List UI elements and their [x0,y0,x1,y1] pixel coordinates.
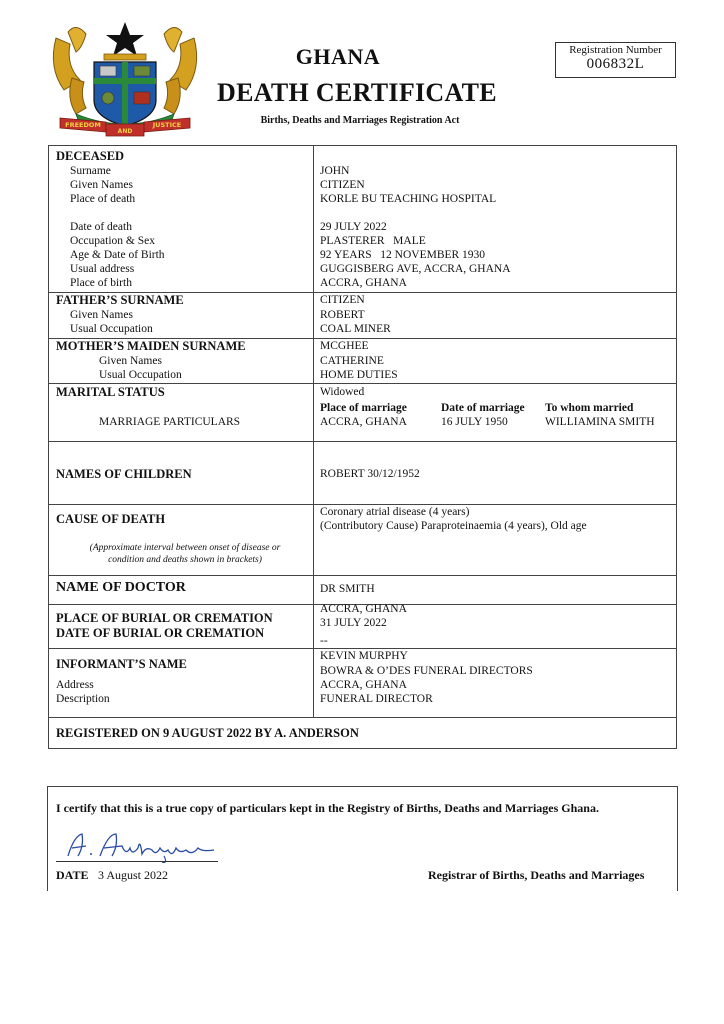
certification-date-value: 3 August 2022 [98,868,169,882]
father-surname-value: CITIZEN [320,294,365,306]
crest-motto-right: JUSTICE [152,121,182,129]
informant-address-value: ACCRA, GHANA [320,679,407,691]
marriage-particulars-label: MARRIAGE PARTICULARS [99,416,241,428]
burial-place-value: ACCRA, GHANA [320,603,407,615]
column-divider [313,146,314,717]
surname-value: JOHN [320,165,350,177]
registrar-title: Registrar of Births, Deaths and Marriages [428,868,645,882]
doctor-value: DR SMITH [320,583,375,595]
registration-number: 006832L [586,56,645,72]
father-occupation-value: COAL MINER [320,323,391,335]
informant-address-label: Address [56,679,94,691]
informant-company-value: BOWRA & O’DES FUNERAL DIRECTORS [320,665,533,677]
row-divider [49,441,676,442]
father-given-names-value: ROBERT [320,309,365,321]
given-names-label: Given Names [70,179,133,191]
occupation-sex-value: PLASTERER MALE [320,235,426,247]
place-of-birth-label: Place of birth [70,277,132,289]
country-title: GHANA [295,44,381,69]
father-occupation-label: Usual Occupation [70,323,153,335]
occupation-sex-label: Occupation & Sex [70,235,155,247]
to-whom-married-header: To whom married [545,402,634,414]
father-heading: FATHER’S SURNAME [56,293,184,307]
given-names-value: CITIZEN [320,179,365,191]
crest-motto-mid: AND [117,128,133,135]
row-divider [49,717,676,718]
cause-line-1: Coronary atrial disease (4 years) [320,506,470,518]
mother-surname-value: MCGHEE [320,340,369,352]
surname-label: Surname [70,165,111,177]
registration-number-box [555,42,676,78]
date-of-marriage-value: 16 JULY 1950 [441,416,508,428]
to-whom-married-value: WILLIAMINA SMITH [545,416,655,428]
date-of-marriage-header: Date of marriage [441,402,525,414]
doctor-heading: NAME OF DOCTOR [56,580,186,595]
place-of-marriage-header: Place of marriage [320,402,407,414]
particulars-table [48,145,677,749]
marital-status-value: Widowed [320,386,365,398]
burial-date-heading: DATE OF BURIAL OR CREMATION [56,626,265,640]
children-value: ROBERT 30/12/1952 [320,468,420,480]
burial-place-heading: PLACE OF BURIAL OR CREMATION [56,611,273,625]
place-of-death-label: Place of death [70,193,136,205]
burial-extra-value: -- [320,635,328,647]
date-of-death-label: Date of death [70,221,132,233]
place-of-death-value: KORLE BU TEACHING HOSPITAL [320,193,497,205]
signature-line [56,861,218,862]
date-of-death-value: 29 JULY 2022 [320,221,387,233]
cause-line-2: (Contributory Cause) Paraproteinaemia (4 years), Old age [320,520,587,532]
cause-heading: CAUSE OF DEATH [56,512,166,526]
document-title: DEATH CERTIFICATE [217,78,497,107]
informant-heading: INFORMANT’S NAME [56,657,187,671]
mother-occupation-value: HOME DUTIES [320,369,398,381]
marital-heading: MARITAL STATUS [56,385,165,399]
age-dob-label: Age & Date of Birth [70,249,165,261]
registrar-signature [64,826,224,864]
mother-given-names-value: CATHERINE [320,355,384,367]
children-heading: NAMES OF CHILDREN [56,467,192,481]
cause-note: (Approximate interval between onset of disease or condition and deaths shown in brackets) [89,543,281,565]
usual-address-label: Usual address [70,263,135,275]
registered-statement: REGISTERED ON 9 AUGUST 2022 BY A. ANDERSON [56,726,359,740]
crest-motto-left: FREEDOM [65,121,101,129]
mother-heading: MOTHER’S MAIDEN SURNAME [56,339,246,353]
certification-date-label: DATE [56,868,89,882]
registration-act: Births, Deaths and Marriages Registration Act [260,115,460,126]
mother-given-names-label: Given Names [99,355,162,367]
deceased-heading: DECEASED [56,149,125,163]
informant-description-label: Description [56,693,110,705]
registration-number-label: Registration Number [569,44,662,56]
certification-statement: I certify that this is a true copy of particulars kept in the Registry of Births, Deaths and Marriages Ghana. [56,801,599,815]
row-divider [49,575,676,576]
age-dob-value: 92 YEARS 12 NOVEMBER 1930 [320,249,486,261]
burial-date-value: 31 JULY 2022 [320,617,387,629]
mother-occupation-label: Usual Occupation [99,369,182,381]
usual-address-value: GUGGISBERG AVE, ACCRA, GHANA [320,263,511,275]
place-of-marriage-value: ACCRA, GHANA [320,416,407,428]
informant-name-value: KEVIN MURPHY [320,650,408,662]
informant-description-value: FUNERAL DIRECTOR [320,693,433,705]
father-given-names-label: Given Names [70,309,133,321]
place-of-birth-value: ACCRA, GHANA [320,277,407,289]
row-divider [49,383,676,384]
